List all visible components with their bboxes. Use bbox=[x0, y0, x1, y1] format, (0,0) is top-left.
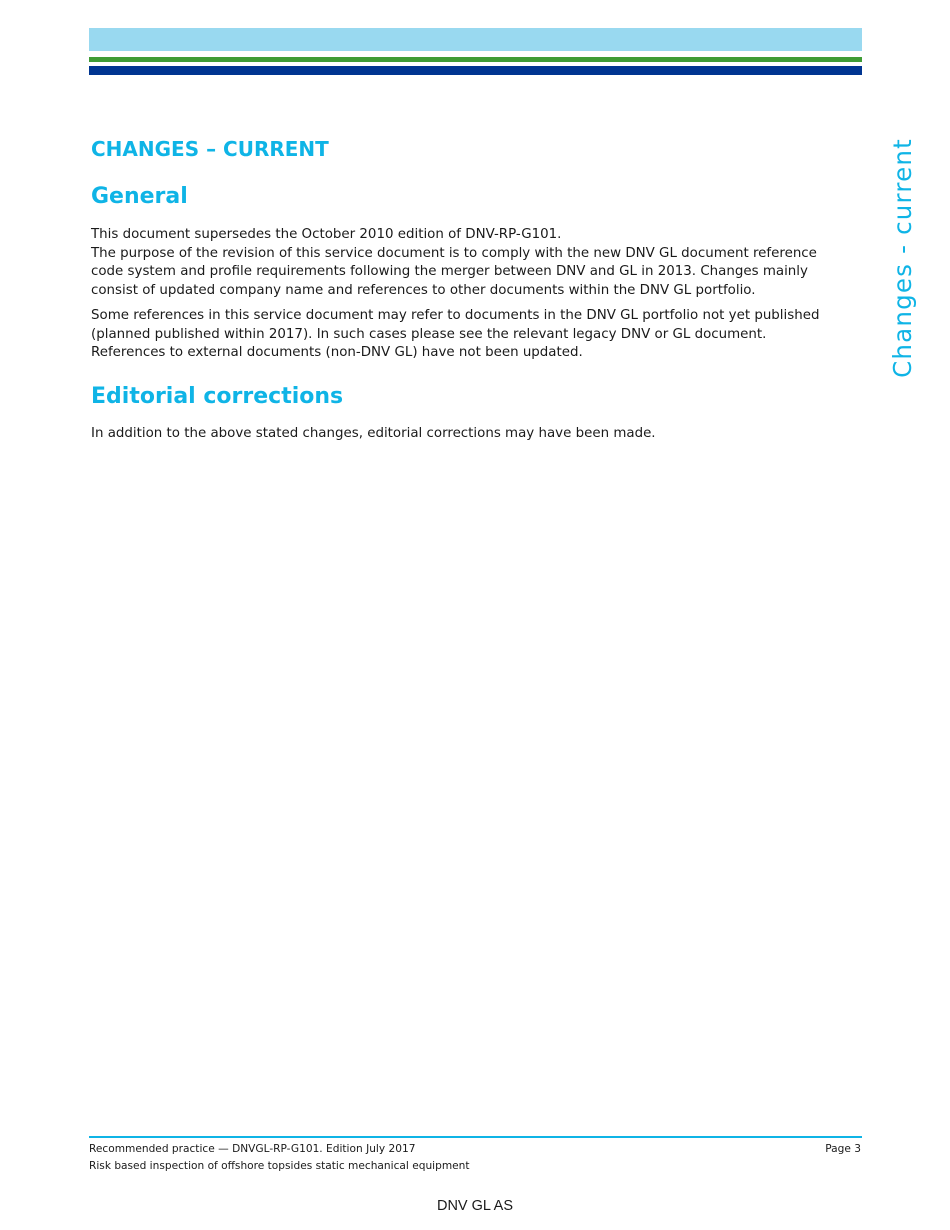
footer-page-number: Page 3 bbox=[825, 1143, 861, 1155]
header-band-green bbox=[89, 57, 862, 62]
footer-rule bbox=[89, 1136, 862, 1138]
publisher-name: DNV GL AS bbox=[436, 1198, 514, 1214]
editorial-paragraph: In addition to the above stated changes, editorial corrections may have been made. bbox=[91, 426, 656, 441]
side-tab-label: Changes - current bbox=[888, 138, 917, 378]
heading-general: General bbox=[91, 184, 188, 209]
general-paragraph-2-line: Some references in this service document may refer to documents in the DNV GL portfolio not yet published bbox=[91, 308, 820, 323]
general-paragraph-1-line: code system and profile requirements following the merger between DNV and GL in 2013. Changes mainly bbox=[91, 264, 808, 279]
section-title: CHANGES – CURRENT bbox=[91, 137, 329, 161]
footer-document-title: Risk based inspection of offshore topsides static mechanical equipment bbox=[89, 1160, 470, 1172]
general-paragraph-2-line: (planned published within 2017). In such cases please see the relevant legacy DNV or GL document. bbox=[91, 326, 767, 342]
general-paragraph-2 bbox=[91, 307, 866, 363]
header-band-blue bbox=[89, 66, 862, 75]
general-paragraph-1-line: The purpose of the revision of this service document is to comply with the new DNV GL document reference bbox=[91, 245, 817, 261]
general-paragraph-2-line: References to external documents (non-DNV GL) have not been updated. bbox=[91, 345, 583, 360]
general-paragraph-1-line: consist of updated company name and references to other documents within the DNV GL portfolio. bbox=[91, 282, 756, 298]
heading-editorial-corrections: Editorial corrections bbox=[91, 384, 344, 409]
general-paragraph-1-line: This document supersedes the October 2010 edition of DNV-RP-G101. bbox=[91, 227, 562, 242]
footer-document-reference: Recommended practice — DNVGL-RP-G101. Edition July 2017 bbox=[89, 1143, 416, 1155]
header-band-light bbox=[89, 28, 862, 51]
general-paragraph-1 bbox=[91, 226, 866, 300]
